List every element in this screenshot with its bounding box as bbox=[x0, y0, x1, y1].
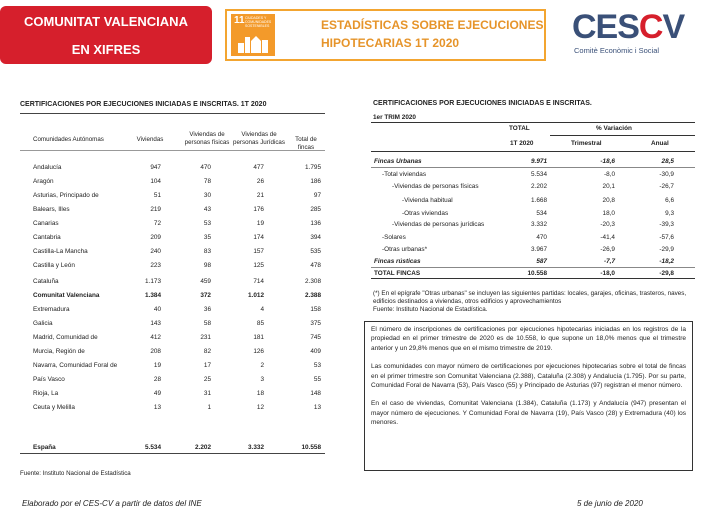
table-row bbox=[371, 157, 695, 167]
table-cell: -41,4 bbox=[600, 234, 615, 241]
table-row bbox=[20, 219, 325, 232]
row-label: Balears, Illes bbox=[33, 206, 70, 213]
row-label: Cantabria bbox=[33, 234, 61, 241]
table-cell: 85 bbox=[256, 320, 264, 327]
table-cell: 21 bbox=[256, 192, 264, 199]
table-cell: -18,0 bbox=[600, 270, 615, 277]
table-cell: 126 bbox=[253, 348, 264, 355]
row-label: Murcia, Región de bbox=[33, 348, 85, 355]
table-cell: -18,2 bbox=[659, 258, 674, 265]
sdg-number: 11 bbox=[234, 15, 245, 26]
table-cell: 6,6 bbox=[665, 197, 674, 204]
logo-subtitle: Comitè Econòmic i Social bbox=[574, 46, 660, 55]
divider bbox=[20, 113, 325, 114]
table-cell: 10.558 bbox=[527, 270, 547, 277]
row-label: Navarra, Comunidad Foral de bbox=[33, 362, 118, 369]
table-cell: 745 bbox=[310, 334, 321, 341]
header-period: 1T 2020 bbox=[510, 140, 534, 147]
table-cell: 136 bbox=[310, 220, 321, 227]
table-cell: 209 bbox=[150, 234, 161, 241]
table-row bbox=[371, 170, 695, 180]
table-cell: 3.332 bbox=[248, 444, 264, 451]
table-row bbox=[20, 443, 325, 456]
table-cell: -57,6 bbox=[659, 234, 674, 241]
table-cell: 36 bbox=[203, 306, 211, 313]
row-label: Galicia bbox=[33, 320, 53, 327]
table-cell: 285 bbox=[310, 206, 321, 213]
row-label: TOTAL FINCAS bbox=[374, 270, 421, 277]
left-table-source: Fuente: Instituto Nacional de Estadística bbox=[20, 470, 131, 477]
table-cell: 82 bbox=[203, 348, 211, 355]
table-cell: 55 bbox=[313, 376, 321, 383]
table-cell: 18,0 bbox=[602, 210, 615, 217]
table-cell: 181 bbox=[253, 334, 264, 341]
table-cell: 3 bbox=[260, 376, 264, 383]
table-cell: 375 bbox=[310, 320, 321, 327]
table-cell: 30 bbox=[203, 192, 211, 199]
row-label: Asturias, Principado de bbox=[33, 192, 99, 199]
table-row bbox=[20, 333, 325, 346]
table-cell: 2 bbox=[260, 362, 264, 369]
table-row bbox=[371, 233, 695, 243]
summary-paragraph: El número de inscripciones de certificaciones por ejecuciones hipotecarias iniciadas en los registros de la propiedad en el primer trimestre de 2020 es de 10.558, lo que supone un 18,0% menos que el trimestre anterior y un 29,8% menos que en el mismo trimestre de 2019. bbox=[371, 326, 686, 352]
table-row bbox=[20, 233, 325, 246]
table-cell: 534 bbox=[536, 210, 547, 217]
table-cell: 158 bbox=[310, 306, 321, 313]
table-cell: -18,6 bbox=[600, 158, 615, 165]
table-cell: -29,9 bbox=[659, 246, 674, 253]
row-label: Extremadura bbox=[33, 306, 70, 313]
table-cell: 17 bbox=[203, 362, 211, 369]
table-cell: 2.202 bbox=[195, 444, 211, 451]
right-table-note bbox=[373, 290, 693, 314]
table-cell: -30,9 bbox=[659, 171, 674, 178]
table-cell: 478 bbox=[310, 262, 321, 269]
table-cell: 19 bbox=[153, 362, 161, 369]
table-cell: 53 bbox=[203, 220, 211, 227]
footer-credit: Elaborado por el CES-CV a partir de datos del INE bbox=[22, 499, 202, 508]
table-cell: 5.534 bbox=[531, 171, 547, 178]
summary-paragraph: En el caso de viviendas, Comunitat Valenciana (1.384), Cataluña (1.173) y Andalucía (947) presentan el mayor número de ejecuciones. Y Comunidad Foral de Navarra (19), País Vasco (28) y Extremadura (40) los menores. bbox=[371, 400, 686, 427]
summary-paragraph: Las comunidades con mayor número de certificaciones por ejecuciones hipotecarias sobre el total de fincas en el primer trimestre son Comunitat Valenciana (2.388), Cataluña (2.308) y Andalucía (1.795). Por su parte, Comunidad Foral de Navarra (53), País Vasco (55) y Principado de Asturias (97) registran el menor número. bbox=[371, 363, 686, 390]
divider bbox=[371, 267, 695, 268]
table-cell: 9.971 bbox=[531, 158, 547, 165]
table-cell: 2.388 bbox=[305, 292, 321, 299]
table-row bbox=[20, 375, 325, 388]
table-cell: 470 bbox=[536, 234, 547, 241]
table-row bbox=[371, 196, 695, 206]
col-header: Total de fincas bbox=[295, 136, 317, 151]
note-text: (*) En el epígrafe "Otras urbanas" se incluyen las siguientes partidas: locales, garajes, oficinas, trasteros, naves, edificios destinados a viviendas, otros edificios y aprovechamientos bbox=[373, 290, 687, 305]
table-cell: 2.308 bbox=[305, 278, 321, 285]
table-row bbox=[20, 163, 325, 176]
table-row bbox=[371, 245, 695, 255]
table-row bbox=[371, 209, 695, 219]
region-subtitle: EN XIFRES bbox=[71, 42, 141, 57]
table-cell: 4 bbox=[260, 306, 264, 313]
table-cell: 208 bbox=[150, 348, 161, 355]
table-row bbox=[20, 389, 325, 402]
table-cell: 83 bbox=[203, 248, 211, 255]
table-cell: 13 bbox=[313, 404, 321, 411]
row-label: -Total viviendas bbox=[382, 171, 427, 178]
right-table-subtitle: 1er TRIM 2020 bbox=[373, 114, 416, 121]
region-banner bbox=[0, 6, 212, 64]
divider bbox=[20, 453, 325, 454]
table-cell: 1.384 bbox=[145, 292, 161, 299]
table-cell: 1.795 bbox=[305, 164, 321, 171]
row-label: -Otras viviendas bbox=[402, 210, 449, 217]
table-cell: 223 bbox=[150, 262, 161, 269]
table-cell: 28 bbox=[153, 376, 161, 383]
table-row bbox=[371, 220, 695, 230]
table-cell: 174 bbox=[253, 234, 264, 241]
table-cell: 470 bbox=[200, 164, 211, 171]
row-label: Cataluña bbox=[33, 278, 59, 285]
table-cell: 26 bbox=[256, 178, 264, 185]
col-header: Viviendas de personas físicas bbox=[184, 131, 230, 146]
row-label: -Vivienda habitual bbox=[402, 197, 453, 204]
table-row bbox=[20, 247, 325, 260]
col-header: Viviendas de personas Jurídicas bbox=[233, 131, 285, 146]
divider bbox=[20, 150, 325, 151]
table-cell: -26,7 bbox=[659, 183, 674, 190]
table-cell: 13 bbox=[153, 404, 161, 411]
table-row bbox=[20, 403, 325, 416]
table-cell: 219 bbox=[150, 206, 161, 213]
table-cell: 240 bbox=[150, 248, 161, 255]
row-label: Canarias bbox=[33, 220, 59, 227]
table-cell: 409 bbox=[310, 348, 321, 355]
sdg-goal-icon bbox=[231, 14, 275, 56]
table-cell: 31 bbox=[203, 390, 211, 397]
table-cell: 587 bbox=[536, 258, 547, 265]
table-row bbox=[20, 177, 325, 190]
table-cell: 40 bbox=[153, 306, 161, 313]
table-row bbox=[20, 319, 325, 332]
row-label: Comunitat Valenciana bbox=[33, 292, 100, 299]
table-cell: 72 bbox=[153, 220, 161, 227]
table-cell: 10.558 bbox=[301, 444, 321, 451]
summary-box bbox=[364, 321, 693, 471]
table-cell: 58 bbox=[203, 320, 211, 327]
table-cell: 51 bbox=[153, 192, 161, 199]
table-cell: 2.202 bbox=[531, 183, 547, 190]
table-cell: 18 bbox=[256, 390, 264, 397]
table-cell: 1.668 bbox=[531, 197, 547, 204]
table-cell: 20,1 bbox=[602, 183, 615, 190]
table-row bbox=[20, 261, 325, 274]
header-quarterly: Trimestral bbox=[571, 140, 602, 147]
table-cell: 714 bbox=[253, 278, 264, 285]
table-cell: 19 bbox=[256, 220, 264, 227]
report-title-line2: HIPOTECARIAS 1T 2020 bbox=[321, 36, 460, 50]
table-cell: 176 bbox=[253, 206, 264, 213]
divider bbox=[371, 151, 695, 152]
table-cell: 20,8 bbox=[602, 197, 615, 204]
row-label: Castilla-La Mancha bbox=[33, 248, 88, 255]
report-title-box bbox=[225, 9, 546, 61]
table-cell: 947 bbox=[150, 164, 161, 171]
table-cell: -26,9 bbox=[600, 246, 615, 253]
table-cell: 97 bbox=[313, 192, 321, 199]
table-row bbox=[371, 182, 695, 192]
table-row bbox=[20, 347, 325, 360]
table-cell: 186 bbox=[310, 178, 321, 185]
table-cell: 104 bbox=[150, 178, 161, 185]
divider bbox=[550, 135, 695, 136]
left-table-header bbox=[20, 124, 325, 151]
table-cell: 477 bbox=[253, 164, 264, 171]
table-row bbox=[20, 291, 325, 304]
table-cell: 53 bbox=[313, 362, 321, 369]
header-variation: % Variación bbox=[596, 125, 632, 132]
table-cell: 78 bbox=[203, 178, 211, 185]
table-cell: 98 bbox=[203, 262, 211, 269]
right-table-source: Fuente: Instituto Nacional de Estadística. bbox=[373, 306, 488, 313]
table-row bbox=[20, 191, 325, 204]
divider bbox=[371, 278, 695, 279]
row-label: Aragón bbox=[33, 178, 54, 185]
table-cell: 3.332 bbox=[531, 221, 547, 228]
table-cell: 5.534 bbox=[145, 444, 161, 451]
table-cell: -20,3 bbox=[600, 221, 615, 228]
table-cell: 372 bbox=[200, 292, 211, 299]
row-label: Madrid, Comunidad de bbox=[33, 334, 98, 341]
row-label: -Viviendas de personas físicas bbox=[392, 183, 479, 190]
table-cell: 1.012 bbox=[248, 292, 264, 299]
region-title: COMUNITAT VALENCIANA bbox=[24, 14, 188, 29]
table-row bbox=[20, 205, 325, 218]
row-label: España bbox=[33, 444, 56, 451]
table-cell: 3.967 bbox=[531, 246, 547, 253]
row-label: -Otras urbanas* bbox=[382, 246, 428, 253]
table-cell: 1.173 bbox=[145, 278, 161, 285]
table-cell: 49 bbox=[153, 390, 161, 397]
row-label: País Vasco bbox=[33, 376, 65, 383]
col-header: Viviendas bbox=[136, 136, 164, 143]
table-row bbox=[20, 305, 325, 318]
divider bbox=[371, 167, 695, 168]
table-cell: 148 bbox=[310, 390, 321, 397]
row-label: Fincas rústicas bbox=[374, 258, 421, 265]
table-cell: 231 bbox=[200, 334, 211, 341]
table-cell: -39,3 bbox=[659, 221, 674, 228]
row-label: Fincas Urbanas bbox=[374, 158, 422, 165]
city-buildings-icon bbox=[237, 31, 269, 53]
table-cell: 12 bbox=[256, 404, 264, 411]
report-title-line1: ESTADÍSTICAS SOBRE EJECUCIONES bbox=[321, 18, 544, 32]
table-row bbox=[20, 277, 325, 290]
table-cell: 143 bbox=[150, 320, 161, 327]
footer-date: 5 de junio de 2020 bbox=[577, 499, 643, 508]
table-cell: 43 bbox=[203, 206, 211, 213]
table-row bbox=[371, 257, 695, 267]
table-cell: 9,3 bbox=[665, 210, 674, 217]
row-label: Ceuta y Melilla bbox=[33, 404, 75, 411]
table-cell: 394 bbox=[310, 234, 321, 241]
table-cell: -8,0 bbox=[603, 171, 615, 178]
header-total: TOTAL bbox=[509, 125, 530, 132]
cescv-logo bbox=[572, 8, 685, 58]
table-cell: 535 bbox=[310, 248, 321, 255]
row-label: Andalucía bbox=[33, 164, 62, 171]
row-label: Castilla y León bbox=[33, 262, 75, 269]
divider bbox=[371, 122, 695, 123]
row-label: -Solares bbox=[382, 234, 406, 241]
table-cell: 35 bbox=[203, 234, 211, 241]
header-annual: Anual bbox=[651, 140, 669, 147]
row-label: Rioja, La bbox=[33, 390, 59, 397]
table-cell: -29,8 bbox=[659, 270, 674, 277]
table-cell: 125 bbox=[253, 262, 264, 269]
table-row bbox=[20, 361, 325, 374]
table-cell: 412 bbox=[150, 334, 161, 341]
table-cell: 28,5 bbox=[661, 158, 674, 165]
col-header: Comunidades Autónomas bbox=[33, 136, 104, 143]
table-cell: 25 bbox=[203, 376, 211, 383]
right-table-title: CERTIFICACIONES POR EJECUCIONES INICIADAS E INSCRITAS. bbox=[373, 100, 592, 107]
table-cell: 1 bbox=[207, 404, 211, 411]
row-label: -Viviendas de personas jurídicas bbox=[392, 221, 485, 228]
left-table-title: CERTIFICACIONES POR EJECUCIONES INICIADAS E INSCRITAS. 1T 2020 bbox=[20, 101, 267, 108]
sdg-label: CIUDADES Y COMUNIDADES SOSTENIBLES bbox=[245, 16, 272, 28]
table-cell: -7,7 bbox=[603, 258, 615, 265]
table-cell: 459 bbox=[200, 278, 211, 285]
table-cell: 157 bbox=[253, 248, 264, 255]
logo-wordmark: CESCV bbox=[572, 8, 685, 46]
